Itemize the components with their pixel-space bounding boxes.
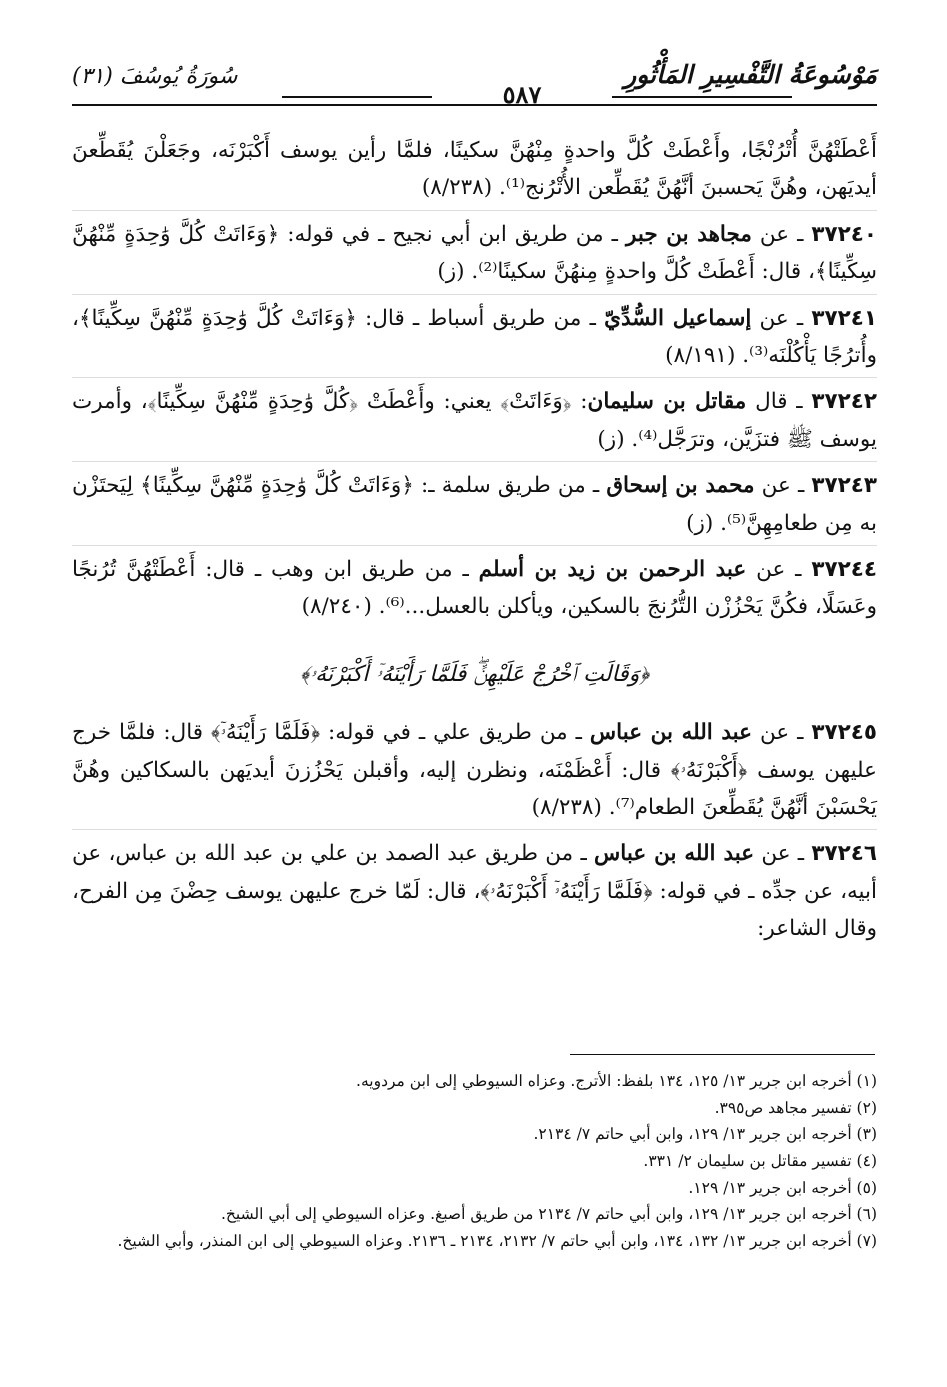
hadith-entry <box>72 835 877 947</box>
entry-number: ٣٧٢٤٣ <box>811 473 878 499</box>
separator <box>72 461 877 462</box>
separator <box>72 545 877 546</box>
surah-title: سُورَةُ يُوسُفَ (٣١) <box>72 64 238 89</box>
entry-text: ـ من طريق سلمة ـ: ﴿وَءَاتَتْ كُلَّ وَٰحِدَةٍ مِّنْهُنَّ سِكِّينًا﴾ لِيَحتَزْن به مِن طعامِهِنَّ⁽⁵⁾. (ز) <box>72 473 877 536</box>
entry-prefix: ـ عن <box>752 720 812 746</box>
separator <box>72 294 877 295</box>
ornament-right <box>612 96 792 98</box>
book-title: مَوْسُوعَةُ التَّفْسِيرِ المَأْثُورِ <box>624 60 877 89</box>
hadith-entry <box>72 714 877 826</box>
entry-prefix: ـ عن <box>751 221 812 247</box>
entry-number: ٣٧٢٤٥ <box>811 720 877 746</box>
entry-number: ٣٧٢٤٢ <box>811 389 877 415</box>
footnotes <box>72 1068 877 1255</box>
hadith-entry <box>72 216 877 291</box>
entry-author: مقاتل بن سليمان <box>587 389 747 415</box>
verse-heading: ﴿وَقَالَتِ ٱخْرُجْ عَلَيْهِنَّۖ فَلَمَّا رَأَيْنَهُۥٓ أَكْبَرْنَهُۥ﴾ <box>299 661 650 687</box>
entry-prefix: ـ عن <box>754 841 812 867</box>
main-text <box>72 132 877 951</box>
entry-prefix: ـ عن <box>754 473 812 499</box>
entry-text: ـ من طريق علي ـ في قوله: ﴿فَلَمَّا رَأَيْنَهُۥٓ﴾ قال: فلمَّا خرج عليهن يوسف ﴿أَكْبَرْنَهُۥ﴾ قال: أَعْظَمْنَه، ونظرن إليه، وأقبلن يَحْزُزنَ أيديَهن بالسكاكين وهُنَّ يَحْسَبْنَ أنَّهُنَّ يُقَطِّعنَ الطعام⁽⁷⁾. (٨/٢٣٨) <box>72 720 877 820</box>
separator <box>72 210 877 211</box>
entry-prefix: ـ قال <box>746 389 812 415</box>
page-number: ٥٨٧ <box>502 80 542 109</box>
entry-number: ٣٧٢٤١ <box>811 305 877 331</box>
entry-prefix: ـ عن <box>751 305 812 331</box>
entry-number: ٣٧٢٤٠ <box>811 221 878 247</box>
footnote: (١) أخرجه ابن جرير ١٣/ ١٢٥، ١٣٤ بلفظ: الأترج. وعزاه السيوطي إلى ابن مردويه. <box>356 1072 877 1090</box>
entry-text: ـ من طريق ابن أبي نجيح ـ في قوله: ﴿وَءَاتَتْ كُلَّ وَٰحِدَةٍ مِّنْهُنَّ سِكِّينًا﴾، قال: أَعْطَتْ كُلَّ واحدةٍ مِنهُنَّ سكينًا⁽²⁾. (ز) <box>72 221 877 285</box>
entry-author: مجاهد بن جبر <box>625 221 752 247</box>
separator <box>72 377 877 378</box>
footnote: (٤) تفسير مقاتل بن سليمان ٢/ ٣٣١. <box>643 1151 877 1170</box>
entry-text: : ﴿وَءَاتَتْ﴾ يعني: وأَعْطَتْ ﴿كُلَّ وَٰحِدَةٍ مِّنْهُنَّ سِكِّينًا﴾، وأمرت يوسف ﷺ فتزَيَّن، وترَجَّل⁽⁴⁾. (ز) <box>72 389 877 452</box>
entry-text: ـ من طريق أسباط ـ قال: ﴿وَءَاتَتْ كُلَّ وَٰحِدَةٍ مِّنْهُنَّ سِكِّينًا﴾، وأُترُجًا يَأْكُلْنَه⁽³⁾. (٨/١٩١) <box>72 305 877 369</box>
footnote: (٢) تفسير مجاهد ص٣٩٥. <box>714 1098 877 1117</box>
entry-number: ٣٧٢٤٦ <box>811 841 877 867</box>
entry-author: عبد الله بن عباس <box>589 720 752 746</box>
header-rule <box>72 104 877 106</box>
hadith-entry <box>72 383 877 458</box>
entry-text: ـ من طريق ابن وهب ـ قال: أَعْطَتْهُنَّ تُرُنجًا وعَسَلًا، فكُنَّ يَحْزُزْن التُّرُنجَ بالسكين، ويأكلن بالعسل...⁽⁶⁾. (٨/٢٤٠) <box>72 557 877 620</box>
entry-author: عبد الله بن عباس <box>594 841 755 867</box>
intro-paragraph: أَعْطَتْهُنَّ أُتْرُنْجًا، وأَعْطَتْ كُلَّ واحدةٍ مِنْهُنَّ سكينًا، فلمَّا رأين يوسف أَكْبَرْنَه، وجَعَلْنَ يُقَطِّعنَ أيديَهن، وهُنَّ يَحسبنَ أنَّهُنَّ يُقَطِّعن الأُتْرُنج⁽¹⁾. (٨/٢٣٨) <box>72 138 877 201</box>
hadith-entry <box>72 467 877 542</box>
footnote: (٥) أخرجه ابن جرير ١٣/ ١٢٩. <box>688 1178 877 1197</box>
page-header <box>72 60 877 112</box>
entry-number: ٣٧٢٤٤ <box>811 557 877 583</box>
hadith-entry <box>72 300 877 375</box>
entry-author: عبد الرحمن بن زيد بن أسلم <box>478 557 747 583</box>
entry-author: محمد بن إسحاق <box>606 473 755 499</box>
footnote: (٧) أخرجه ابن جرير ١٣/ ١٣٢، ١٣٤، وابن أبي حاتم ٧/ ٢١٣٢، ٢١٣٤ ـ ٢١٣٦. وعزاه السيوطي إلى ابن المنذر، وأبي الشيخ. <box>117 1231 877 1250</box>
entry-text: ـ من طريق عبد الصمد بن علي بن عبد الله بن عباس، عن أبيه، عن جدِّه ـ في قوله: ﴿فَلَمَّا رَأَيْنَهُۥٓ أَكْبَرْنَهُۥ﴾، قال: لَمّا خرج عليهن يوسف حِضْنَ مِن الفرح، وقال الشاعر: <box>72 841 877 942</box>
hadith-entry <box>72 551 877 626</box>
footnote: (٣) أخرجه ابن جرير ١٣/ ١٢٩، وابن أبي حاتم ٧/ ٢١٣٤. <box>533 1125 877 1144</box>
entry-prefix: ـ عن <box>746 557 812 583</box>
separator <box>72 829 877 830</box>
footnote-rule <box>570 1054 875 1055</box>
entry-author: إسماعيل السُّدِّيّ <box>604 305 752 331</box>
ornament-left <box>282 96 432 98</box>
footnote: (٦) أخرجه ابن جرير ١٣/ ١٢٩، وابن أبي حاتم ٧/ ٢١٣٤ من طريق أصبغ. وعزاه السيوطي إلى أبي الشيخ. <box>220 1205 877 1224</box>
